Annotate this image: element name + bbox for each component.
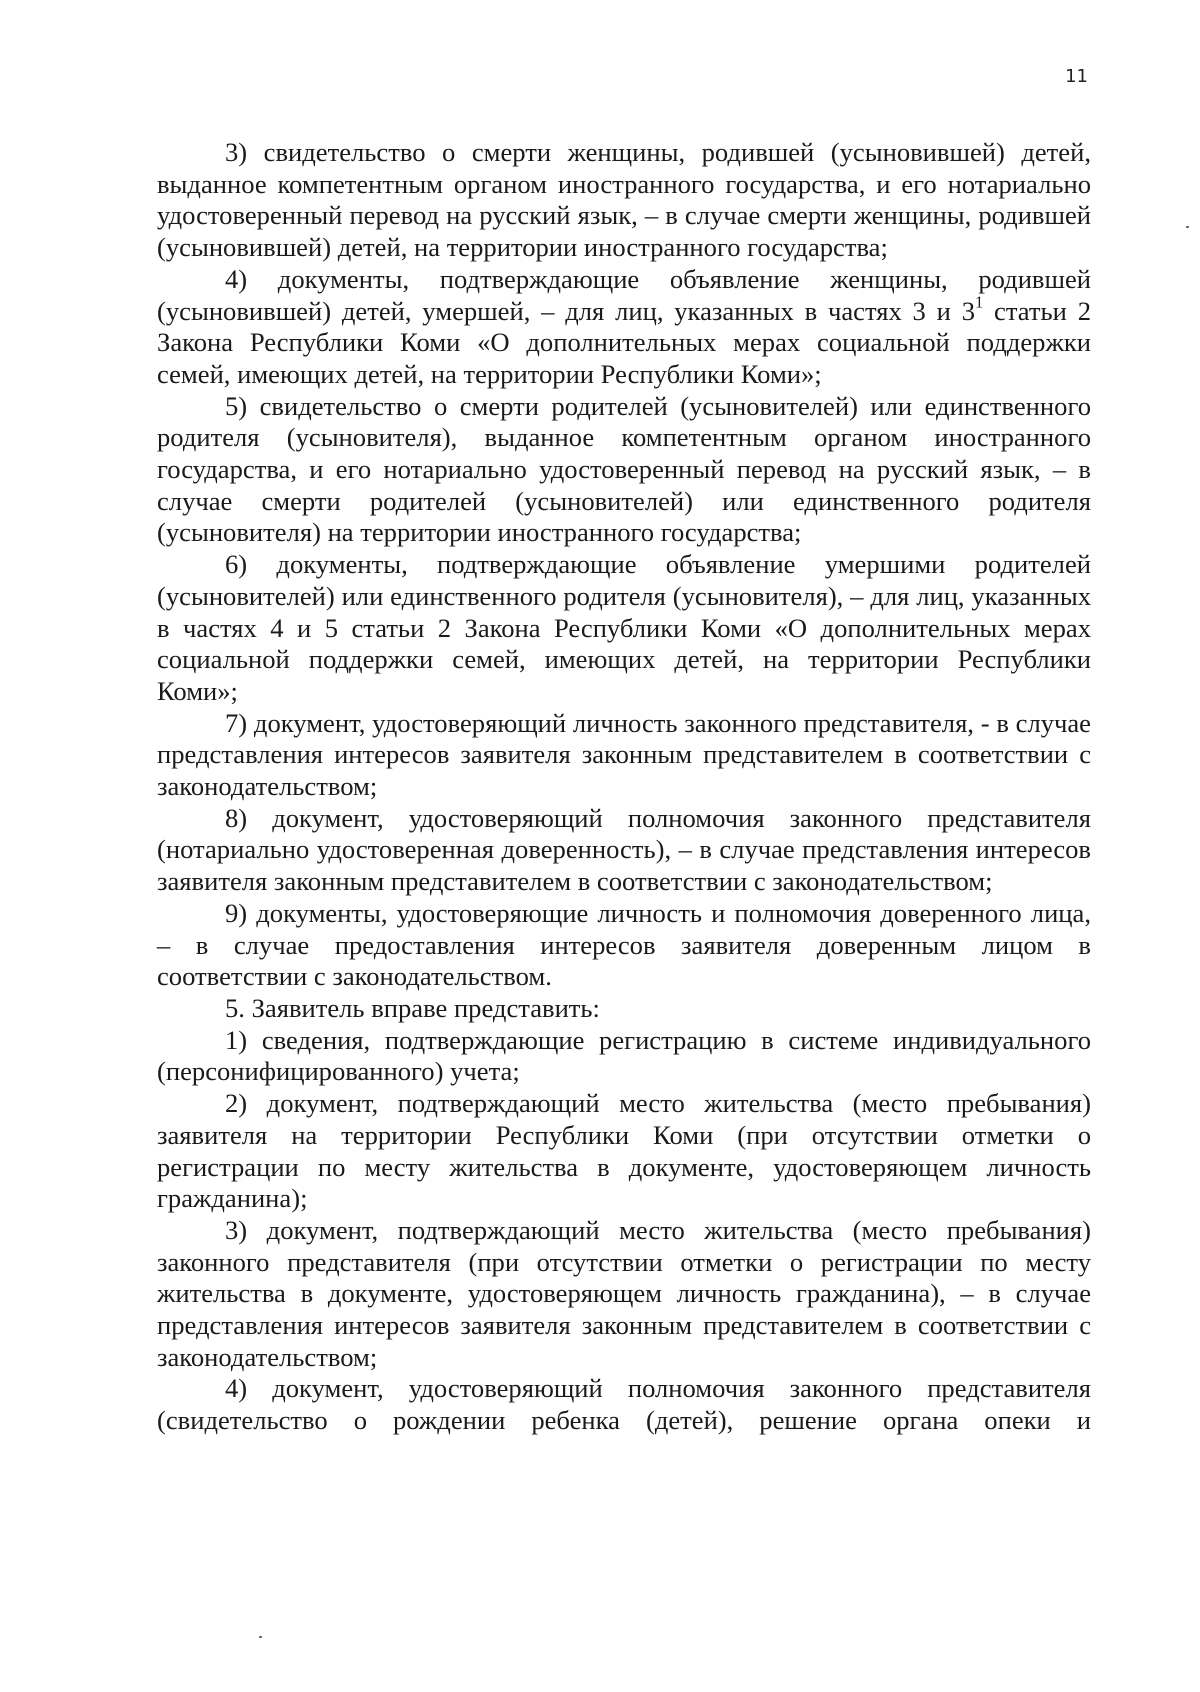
- paragraph-item-6-declaration-parents-deceased: 6) документы, подтверждающие объявление умершими родителей (усыновителей) или единственного родителя (усыновителя), – для лиц, указанных в частях 4 и 5 статьи 2 Закона Республики Коми «О дополнительных мерах социальной поддержки семей, имеющих детей, на территории Республики Коми»;: [157, 549, 1091, 706]
- superscript-index: 1: [975, 292, 984, 312]
- paragraph-text-after-sup: статьи 2 Закона Республики Коми «О дополнительных мерах социальной поддержки семей, имеющих детей, на территории Республики Коми»;: [157, 295, 1091, 389]
- paragraph-item-1-personal-accounting: 1) сведения, подтверждающие регистрацию в системе индивидуального (персонифицированного) учета;: [157, 1024, 1091, 1087]
- page-number: 11: [1065, 66, 1088, 87]
- paragraph-text-before-sup: 4) документы, подтверждающие объявление женщины, родившей (усыновившей) детей, умершей, – для лиц, указанных в частях 3 и 3: [157, 263, 1091, 326]
- paragraph-item-3-residence-representative: 3) документ, подтверждающий место жительства (место пребывания) законного представителя (при отсутствии отметки о регистрации по месту жительства в документе, удостоверяющем личность гражданина), – в случае представления интересов заявителя законным представителем в соответствии с законодательством;: [157, 1214, 1091, 1372]
- paragraph-item-9-proxy-documents: 9) документы, удостоверяющие личность и полномочия доверенного лица, – в случае предоставления интересов заявителя доверенным лицом в соответствии с законодательством.: [157, 897, 1091, 992]
- scan-speck: [259, 1636, 262, 1638]
- paragraph-item-2-residence-applicant: 2) документ, подтверждающий место жительства (место пребывания) заявителя на территории Республики Коми (при отсутствии отметки о регистрации по месту жительства в документе, удостоверяющем личность гражданина);: [157, 1088, 1091, 1214]
- paragraph-item-3-death-certificate-woman: 3) свидетельство о смерти женщины, родившей (усыновившей) детей, выданное компетентным органом иностранного государства, и его нотариально удостоверенный перевод на русский язык, – в случае смерти женщины, родившей (усыновившей) детей, на территории иностранного государства;: [157, 137, 1091, 263]
- section-5-heading: 5. Заявитель вправе представить:: [225, 992, 600, 1023]
- scan-speck: [1186, 226, 1189, 228]
- paragraph-item-4-representative-authority: 4) документ, удостоверяющий полномочия законного представителя (свидетельство о рождении ребенка (детей), решение органа опеки и: [157, 1373, 1091, 1436]
- paragraph-item-5-death-certificate-parents: 5) свидетельство о смерти родителей (усыновителей) или единственного родителя (усыновителя), выданное компетентным органом иностранного государства, и его нотариально удостоверенный перевод на русский язык, – в случае смерти родителей (усыновителей) или единственного родителя (усыновителя) на территории иностранного государства;: [157, 390, 1091, 548]
- paragraph-item-7-legal-representative-id: 7) документ, удостоверяющий личность законного представителя, - в случае представления интересов заявителя законным представителем в соответствии с законодательством;: [157, 707, 1091, 802]
- document-body: [157, 137, 1091, 1437]
- paragraph-item-8-legal-representative-authority: 8) документ, удостоверяющий полномочия законного представителя (нотариально удостоверенная доверенность), – в случае представления интересов заявителя законным представителем в соответствии с законодательством;: [157, 802, 1091, 897]
- paragraph-item-4-declaration-woman-deceased: [157, 264, 1091, 391]
